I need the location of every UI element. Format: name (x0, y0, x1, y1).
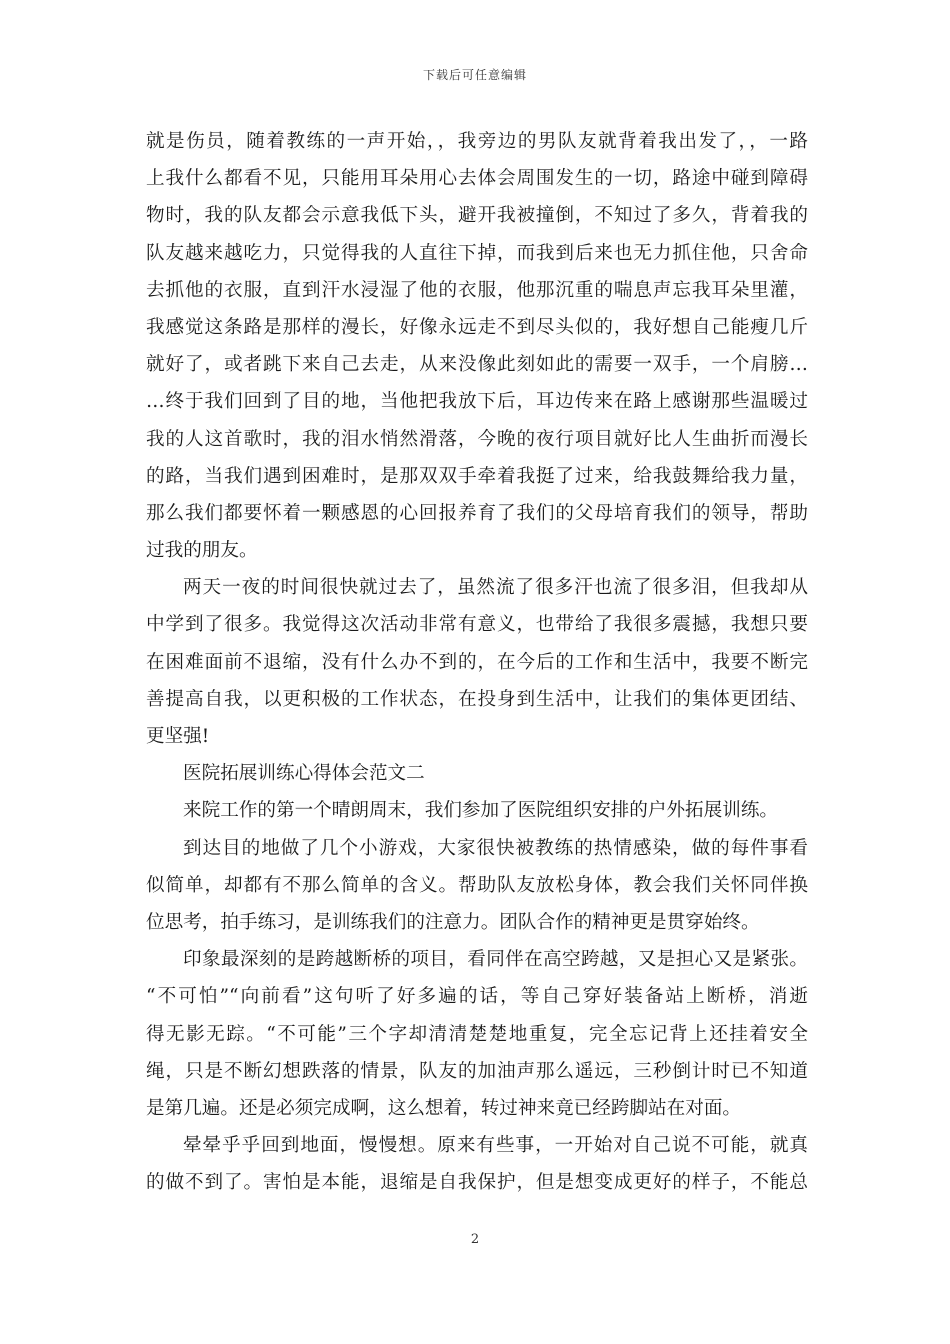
text-line: 位思考，拍手练习，是训练我们的注意力。团队合作的精神更是贯穿始终。 (146, 911, 760, 933)
text-line: 到达目的地做了几个小游戏，大家很快被教练的热情感染，做的每件事看 (183, 837, 808, 859)
text-line: 就是伤员，随着教练的一声开始，，我旁边的男队友就背着我出发了，，一路 (146, 131, 808, 152)
text-line: “不可怕”“向前看”这句听了好多遍的话，等自己穿好装备站上断桥，消逝 (146, 986, 808, 1008)
page-header: 下载后可任意编辑 (422, 68, 527, 82)
text-line: 过我的朋友。 (146, 540, 258, 562)
text-line: 是第几遍。还是必须完成啊，这么想着，转过神来竟已经跨脚站在对面。 (146, 1097, 742, 1119)
text-line: 去抓他的衣服，直到汗水浸湿了他的衣服，他那沉重的喘息声忘我耳朵里灌， (146, 279, 808, 301)
text-line: 两天一夜的时间很快就过去了，虽然流了很多汗也流了很多泪，但我却从 (183, 577, 808, 599)
text-line: 物时，我的队友都会示意我低下头，避开我被撞倒，不知过了多久，背着我的 (146, 205, 808, 227)
text-line: 善提高自我，以更积极的工作状态，在投身到生活中，让我们的集体更团结、 (146, 688, 808, 710)
text-line: 队友越来越吃力，只觉得我的人直往下掉，而我到后来也无力抓住他，只舍命 (146, 242, 808, 264)
text-line: 更坚强! (146, 726, 210, 747)
text-line: 就好了，或者跳下来自己去走，从来没像此刻如此的需要一双手，一个肩膀… (146, 354, 808, 376)
text-line: 绳，只是不断幻想跌落的情景，队友的加油声那么遥远，三秒倒计时已不知道 (146, 1060, 808, 1082)
text-line: 上我什么都看不见，只能用耳朵用心去体会周围发生的一切，路途中碰到障碍 (146, 168, 808, 190)
text-line: 医院拓展训练心得体会范文二 (183, 763, 425, 785)
text-line: 我感觉这条路是那样的漫长，好像永远走不到尽头似的，我好想自己能瘦几斤 (146, 316, 808, 338)
text-line: …终于我们回到了目的地，当他把我放下后，耳边传来在路上感谢那些温暖过 (146, 391, 808, 413)
text-line: 印象最深刻的是跨越断桥的项目，看同伴在高空跨越，又是担心又是紧张。 (183, 949, 808, 971)
text-line: 那么我们都要怀着一颗感恩的心回报养育了我们的父母培育我们的领导，帮助 (146, 502, 808, 524)
text-line: 来院工作的第一个晴朗周末，我们参加了医院组织安排的户外拓展训练。 (183, 800, 779, 822)
text-line: 得无影无踪。“不可能”三个字却清清楚楚地重复，完全忘记背上还挂着安全 (146, 1023, 808, 1045)
page-number: 2 (470, 1232, 480, 1247)
text-line: 在困难面前不退缩，没有什么办不到的，在今后的工作和生活中，我要不断完 (146, 651, 808, 673)
text-line: 似简单，却都有不那么简单的含义。帮助队友放松身体，教会我们关怀同伴换 (146, 874, 808, 896)
document-body (146, 123, 808, 1201)
text-line: 的路，当我们遇到困难时，是那双双手牵着我挺了过来，给我鼓舞给我力量， (146, 465, 808, 487)
text-line: 中学到了很多。我觉得这次活动非常有意义，也带给了我很多震撼，我想只要 (146, 614, 808, 636)
text-line: 晕晕乎乎回到地面，慢慢想。原来有些事，一开始对自己说不可能，就真 (183, 1135, 808, 1157)
text-line: 的做不到了。害怕是本能，退缩是自我保护，但是想变成更好的样子，不能总 (146, 1172, 808, 1194)
text-line: 我的人这首歌时，我的泪水悄然滑落，今晚的夜行项目就好比人生曲折而漫长 (146, 428, 808, 450)
